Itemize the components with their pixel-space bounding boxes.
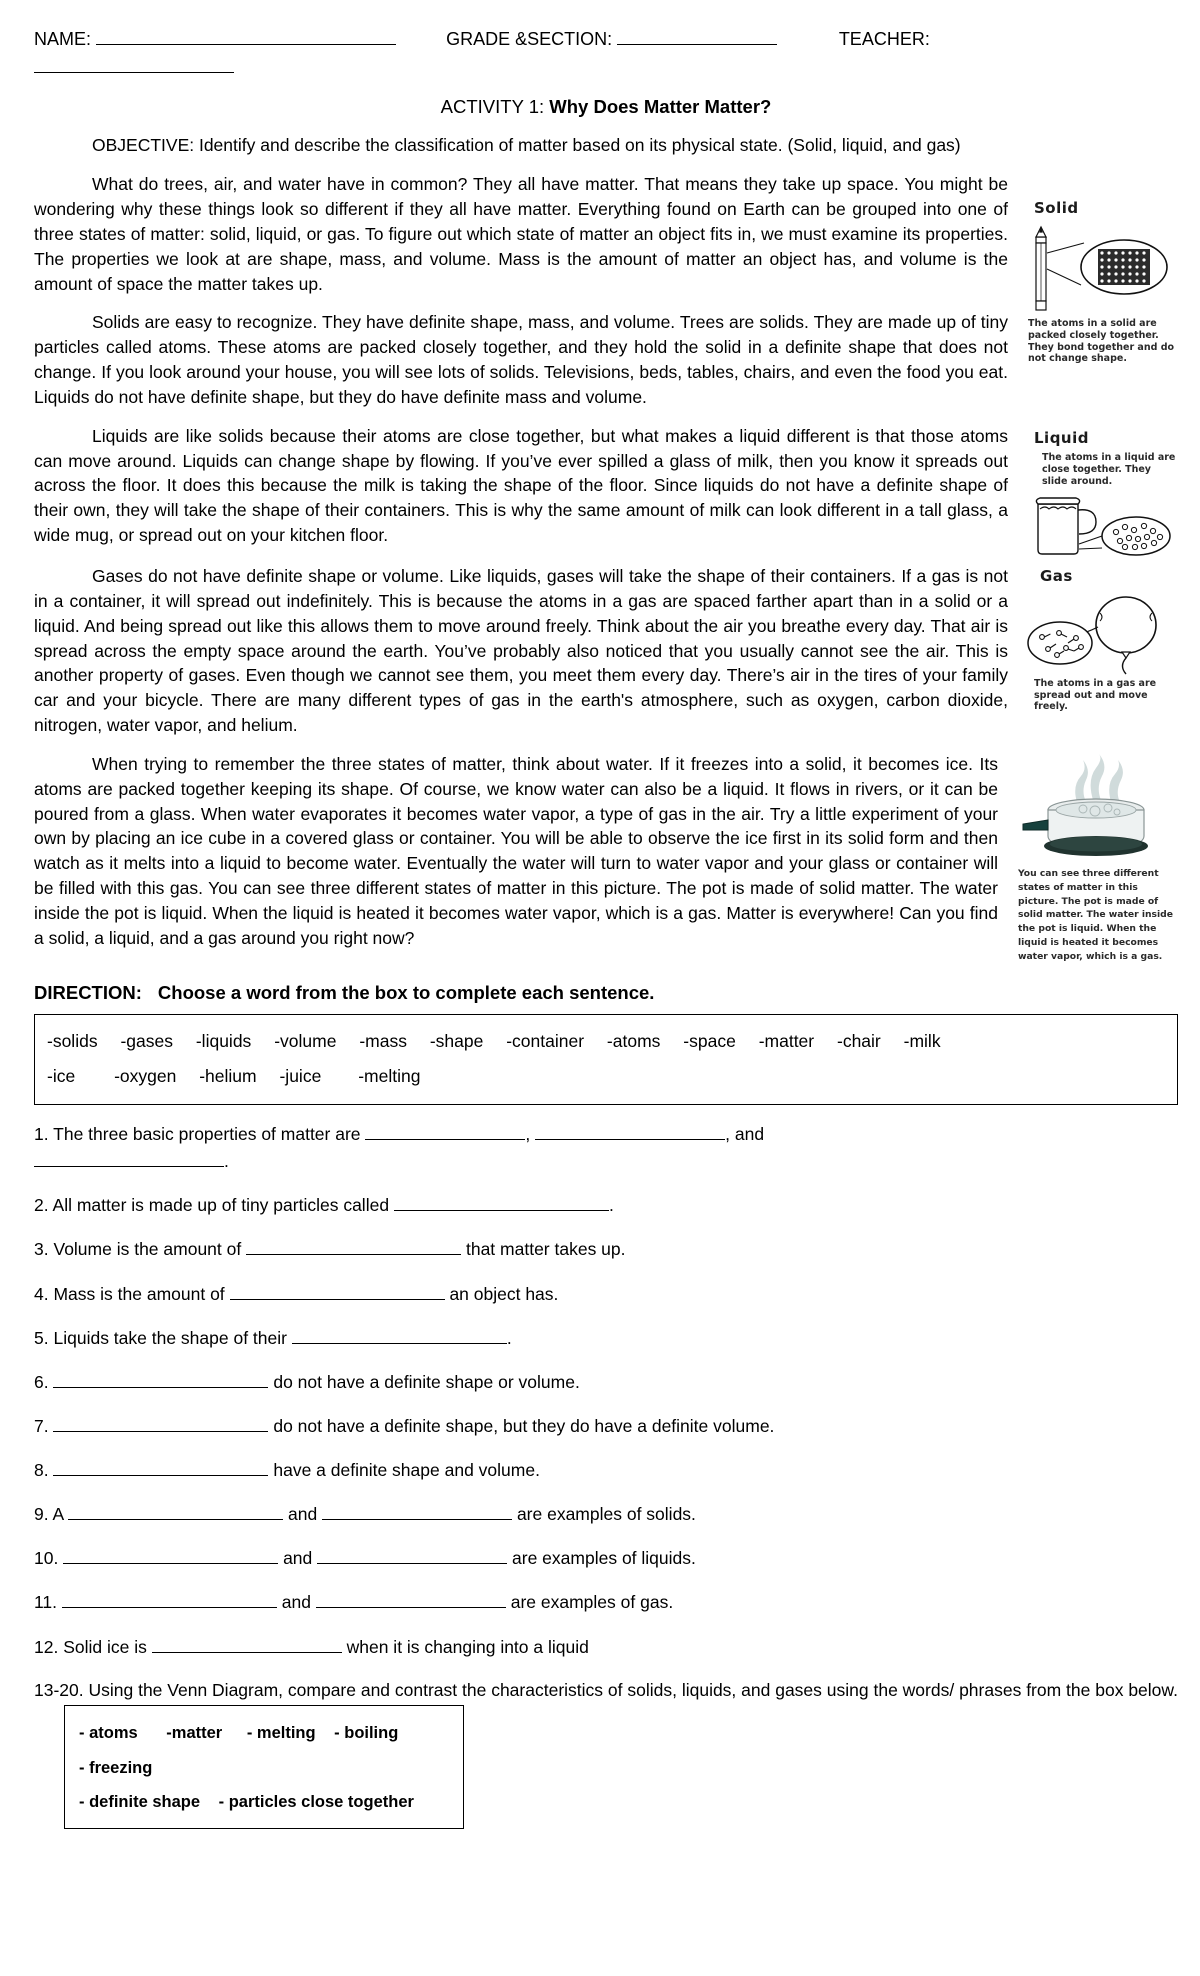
venn-word-item[interactable]: -matter bbox=[166, 1724, 223, 1743]
figure-gas-title: Gas bbox=[1040, 567, 1073, 586]
solid-pencil-atoms-illustration bbox=[1026, 223, 1176, 315]
question-text: Liquids take the shape of their bbox=[53, 1327, 287, 1348]
direction-line bbox=[34, 980, 1178, 1006]
word-bank-item[interactable]: -gases bbox=[120, 1031, 173, 1052]
word-bank-item[interactable]: -liquids bbox=[195, 1031, 252, 1052]
direction-text: Choose a word from the box to complete each sentence. bbox=[157, 981, 655, 1003]
question-number: 8. bbox=[34, 1460, 49, 1481]
question-9 bbox=[34, 1501, 1178, 1528]
venn-word-bank-box bbox=[64, 1705, 464, 1829]
answer-blank[interactable] bbox=[230, 1282, 445, 1300]
answer-blank[interactable] bbox=[53, 1414, 268, 1432]
question-tail: . bbox=[608, 1195, 614, 1216]
question-2 bbox=[34, 1192, 1178, 1219]
question-tail: have a definite shape and volume. bbox=[273, 1460, 540, 1481]
question-5 bbox=[34, 1325, 1178, 1352]
figure-solid-caption: The atoms in a solid are packed closely together. They bond together and do not change shape. bbox=[1028, 317, 1175, 365]
question-number: 10. bbox=[34, 1548, 59, 1569]
figure-liquid-caption: The atoms in a liquid are close together. They slide around. bbox=[1042, 452, 1176, 488]
question-tail: an object has. bbox=[449, 1283, 559, 1304]
word-bank-item[interactable]: -melting bbox=[358, 1066, 421, 1087]
activity-title bbox=[34, 94, 1178, 120]
answer-blank[interactable] bbox=[316, 1591, 506, 1609]
question-1 bbox=[34, 1121, 1178, 1175]
figure-solid bbox=[1026, 198, 1176, 365]
figure-gas bbox=[1026, 566, 1176, 713]
teacher-field-label: TEACHER: bbox=[838, 29, 930, 49]
boiling-pot-steam-illustration bbox=[1021, 754, 1171, 864]
word-bank-item[interactable]: -volume bbox=[274, 1031, 337, 1052]
word-bank-row-1 bbox=[47, 1024, 1167, 1059]
question-text: All matter is made up of tiny particles called bbox=[52, 1195, 390, 1216]
question-number: 12. bbox=[34, 1636, 59, 1657]
answer-blank[interactable] bbox=[365, 1122, 525, 1140]
word-bank-item[interactable]: -solids bbox=[47, 1031, 98, 1052]
question-4 bbox=[34, 1281, 1178, 1308]
figure-gas-caption: The atoms in a gas are spread out and move freely. bbox=[1034, 677, 1157, 713]
answer-blank[interactable] bbox=[62, 1591, 277, 1609]
question-number: 4. bbox=[34, 1283, 49, 1304]
question-tail: . bbox=[506, 1327, 512, 1348]
paragraph-water-states bbox=[34, 752, 1178, 951]
word-bank-item[interactable]: -container bbox=[506, 1031, 585, 1052]
question-6 bbox=[34, 1369, 1178, 1396]
question-number: 6. bbox=[34, 1371, 49, 1392]
word-bank-item[interactable]: -ice bbox=[47, 1066, 76, 1087]
question-text: Solid ice is bbox=[63, 1636, 147, 1657]
activity-title-text: Why Does Matter Matter? bbox=[549, 95, 772, 117]
question-separator: , and bbox=[725, 1124, 765, 1145]
grade-section-input-line[interactable] bbox=[617, 27, 777, 45]
word-bank-item[interactable]: -milk bbox=[903, 1031, 941, 1052]
word-bank-item[interactable]: -juice bbox=[279, 1066, 322, 1087]
question-3 bbox=[34, 1236, 1178, 1263]
name-input-line[interactable] bbox=[96, 27, 396, 45]
question-tail: . bbox=[224, 1151, 229, 1172]
question-7 bbox=[34, 1413, 1178, 1440]
answer-blank[interactable] bbox=[34, 1150, 224, 1168]
paragraph-what-is-matter bbox=[34, 172, 1178, 296]
figure-liquid-title: Liquid bbox=[1034, 428, 1089, 447]
venn-word-bank-row-1 bbox=[79, 1716, 451, 1785]
word-bank-item[interactable]: -space bbox=[683, 1031, 736, 1052]
question-tail: when it is changing into a liquid bbox=[346, 1636, 589, 1657]
teacher-input-line[interactable] bbox=[34, 55, 234, 73]
word-bank-row-2 bbox=[47, 1059, 1167, 1094]
answer-blank[interactable] bbox=[535, 1122, 725, 1140]
word-bank-item[interactable]: -helium bbox=[199, 1066, 257, 1087]
figure-boiling-pot bbox=[1016, 754, 1176, 964]
question-tail: are examples of solids. bbox=[516, 1504, 696, 1525]
question-number: 7. bbox=[34, 1415, 49, 1436]
paragraph-4-text: Gases do not have definite shape or volume. Like liquids, gases will take the shape of their containers. If a gas is not in a container, it will spread out indefinitely. This is because the atoms in a gas are spaced farther apart than in a solid or a liquid. And being spread out like this allows them to move around freely. Think about the air you breathe every day. That air is spread across the empty space around the earth. You’ve probably also noticed that you usually cannot see the air. This is another property of gases. Even though we cannot see them, you meet them every day. There’s air in the tires of your family car and your bicycle. There are many different types of gas in the earth's atmosphere, such as oxygen, carbon dioxide, nitrogen, water vapor, and helium. bbox=[34, 566, 1008, 736]
answer-blank[interactable] bbox=[317, 1547, 507, 1565]
venn-word-item[interactable]: - melting bbox=[246, 1724, 316, 1743]
figure-pot-caption: You can see three different states of matter in this picture. The pot is made of solid matter. The water inside the pot is liquid. When the liquid is heated it becomes water vapor, which is a gas. bbox=[1018, 867, 1173, 962]
question-tail: are examples of liquids. bbox=[512, 1548, 696, 1569]
word-bank-item[interactable]: -atoms bbox=[606, 1031, 661, 1052]
answer-blank[interactable] bbox=[322, 1503, 512, 1521]
objective-paragraph bbox=[34, 133, 1178, 158]
word-bank-box bbox=[34, 1014, 1178, 1105]
word-bank-item[interactable]: -shape bbox=[429, 1031, 484, 1052]
question-8 bbox=[34, 1457, 1178, 1484]
activity-prefix: ACTIVITY 1: bbox=[440, 95, 550, 117]
paragraph-5-text: When trying to remember the three states of matter, think about water. If it freezes into a solid, it becomes ice. Its atoms are packed together keeping its shape. Of course, we know water can also be a liquid. It flows in rivers, or it can be poured from a glass. When water evaporates it becomes water vapor, a type of gas in the air. Try a little experiment of your own by placing an ice cube in a covered glass or container. You will be able to observe the ice first in its solid form and then watch as it melts into a liquid to become water. Eventually the water will turn to water vapor and your glass or container will be filled with this gas. You can see three different states of matter in this picture. The pot is made of solid matter. The water inside the pot is liquid. When the liquid is heated it becomes water vapor, which is a gas. Matter is everywhere! Can you find a solid, a liquid, and a gas around you right now? bbox=[34, 753, 998, 948]
paragraph-gases bbox=[34, 564, 1178, 738]
answer-blank[interactable] bbox=[246, 1238, 461, 1256]
question-number: 11. bbox=[34, 1592, 58, 1613]
paragraph-1-text: What do trees, air, and water have in common? They all have matter. That means they take up space. You might be wondering why these things look so different if they all have matter. Everything found on Earth can be grouped into one of three states of matter: solid, liquid, or gas. To figure out which state of matter an object fits in, we must examine its properties. The properties we look at are shape, mass, and volume. Mass is the amount of matter an object has, and volume is the amount of space the matter takes up. bbox=[34, 174, 1008, 294]
liquid-pitcher-atoms-illustration bbox=[1026, 492, 1176, 558]
venn-word-item[interactable]: - particles close together bbox=[218, 1793, 414, 1812]
answer-blank[interactable] bbox=[68, 1503, 283, 1521]
question-text: Mass is the amount of bbox=[53, 1283, 225, 1304]
answer-blank[interactable] bbox=[53, 1370, 268, 1388]
question-tail: do not have a definite shape or volume. bbox=[273, 1371, 580, 1392]
paragraph-2-text: Solids are easy to recognize. They have definite shape, mass, and volume. Trees are solids. They are made up of tiny particles called atoms. These atoms are packed closely together, and they hold the solid in a definite shape that does not change. If you look around your house, you will see lots of solids. Televisions, beds, tables, chairs, and even the food you eat. Liquids do not have definite shape, but they do have definite mass and volume. bbox=[34, 312, 1008, 407]
question-11 bbox=[34, 1589, 1178, 1616]
venn-word-bank-row-2 bbox=[79, 1785, 451, 1820]
paragraph-solids bbox=[34, 310, 1178, 409]
question-text: The three basic properties of matter are bbox=[53, 1124, 361, 1145]
question-number: 9. bbox=[34, 1504, 49, 1525]
paragraph-3-text: Liquids are like solids because their atoms are close together, but what makes a liquid different is that those atoms can move around. Liquids can change shape by flowing. If you’ve ever spilled a glass of milk, then you know it spreads out across the floor. It does this because the milk is taking the shape of the floor. Since liquids do not have a definite shape of their own, they will take the shape of their containers. This is why the same amount of milk can look different in a tall glass, a wide mug, or spread out on your kitchen floor. bbox=[34, 425, 1008, 546]
student-info-header bbox=[34, 26, 1178, 82]
grade-section-field-label: GRADE &SECTION: bbox=[446, 29, 613, 49]
question-text: Volume is the amount of bbox=[53, 1239, 242, 1260]
word-bank-item[interactable]: -chair bbox=[837, 1031, 881, 1052]
question-number: 2. bbox=[34, 1195, 49, 1216]
fill-in-the-blank-questions bbox=[34, 1121, 1178, 1661]
word-bank-item[interactable]: -mass bbox=[359, 1031, 407, 1052]
venn-diagram-instruction: 13-20. Using the Venn Diagram, compare and contrast the characteristics of solids, liquids, and gases using the words/ phrases from the box below. bbox=[34, 1679, 1178, 1700]
question-12 bbox=[34, 1634, 1178, 1661]
paragraph-liquids bbox=[34, 424, 1178, 548]
gas-balloon-atoms-illustration bbox=[1026, 591, 1176, 675]
objective-text: OBJECTIVE: Identify and describe the classification of matter based on its physical state. (Solid, liquid, and gas) bbox=[92, 135, 961, 156]
venn-word-item[interactable]: - definite shape bbox=[79, 1793, 201, 1812]
question-tail: are examples of gas. bbox=[510, 1592, 674, 1613]
question-number: 5. bbox=[34, 1327, 49, 1348]
question-separator: and bbox=[287, 1504, 318, 1525]
question-number: 1. bbox=[34, 1124, 49, 1145]
name-field-label: NAME: bbox=[34, 29, 92, 49]
figure-solid-title: Solid bbox=[1034, 199, 1079, 218]
answer-blank[interactable] bbox=[63, 1547, 278, 1565]
word-bank-item[interactable]: -oxygen bbox=[114, 1066, 177, 1087]
venn-word-item[interactable]: - boiling bbox=[334, 1724, 399, 1743]
question-tail: that matter takes up. bbox=[465, 1239, 626, 1260]
answer-blank[interactable] bbox=[152, 1635, 342, 1653]
answer-blank[interactable] bbox=[53, 1458, 268, 1476]
word-bank-item[interactable]: -matter bbox=[758, 1031, 815, 1052]
question-separator: and bbox=[283, 1548, 313, 1569]
direction-label: DIRECTION: bbox=[34, 981, 142, 1003]
question-separator: , bbox=[525, 1124, 531, 1145]
question-text: A bbox=[52, 1504, 64, 1525]
answer-blank[interactable] bbox=[292, 1326, 507, 1344]
question-separator: and bbox=[281, 1592, 311, 1613]
venn-word-item[interactable]: - freezing bbox=[79, 1758, 153, 1777]
question-tail: do not have a definite shape, but they do have a definite volume. bbox=[273, 1415, 775, 1436]
figure-liquid bbox=[1026, 428, 1176, 558]
question-10 bbox=[34, 1545, 1178, 1572]
venn-word-item[interactable]: - atoms bbox=[79, 1724, 138, 1743]
question-number: 3. bbox=[34, 1239, 49, 1260]
answer-blank[interactable] bbox=[394, 1194, 609, 1212]
